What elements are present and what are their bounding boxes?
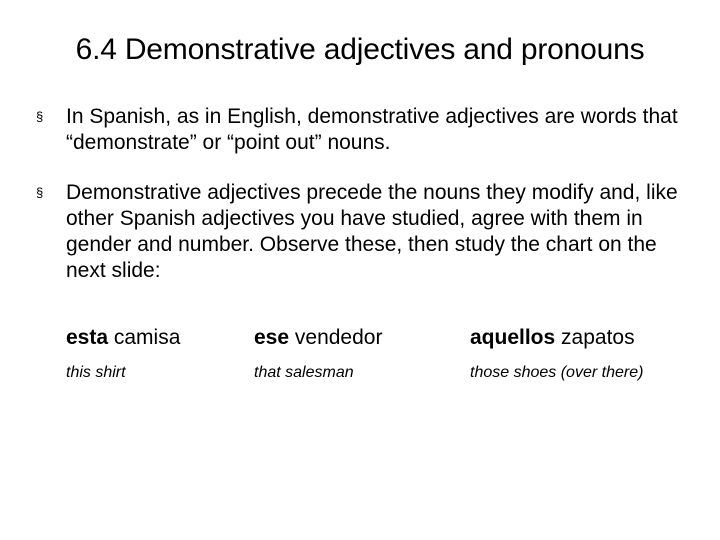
bullet-list	[36, 104, 686, 308]
example-column	[66, 324, 180, 383]
noun-word: zapatos	[561, 326, 635, 349]
bullet-marker-icon: §	[36, 185, 44, 200]
example-column	[254, 324, 382, 383]
example-phrase	[66, 324, 180, 352]
noun-word: vendedor	[294, 326, 383, 349]
demonstrative-word: esta	[66, 326, 109, 349]
example-column	[470, 324, 643, 383]
example-translation: this shirt	[66, 364, 126, 381]
bullet-marker-icon: §	[36, 109, 44, 124]
bullet-text: Demonstrative adjectives precede the nouns they modify and, like other Spanish adjectives you have studied, agree with them in gender and number. Observe these, then study the chart on the next slide:	[66, 181, 678, 282]
example-phrase	[254, 324, 382, 352]
bullet-item	[36, 180, 686, 284]
slide-title: 6.4 Demonstrative adjectives and pronouns	[75, 33, 645, 66]
bullet-item	[36, 104, 686, 156]
noun-word: camisa	[113, 326, 181, 349]
example-translation: those shoes (over there)	[470, 364, 644, 381]
demonstrative-word: aquellos	[470, 326, 556, 349]
bullet-text: In Spanish, as in English, demonstrative adjectives are words that “demonstrate” or “point out” nouns.	[66, 105, 678, 154]
demonstrative-word: ese	[254, 326, 290, 349]
example-phrase	[470, 324, 643, 352]
example-translation: that salesman	[254, 364, 354, 381]
